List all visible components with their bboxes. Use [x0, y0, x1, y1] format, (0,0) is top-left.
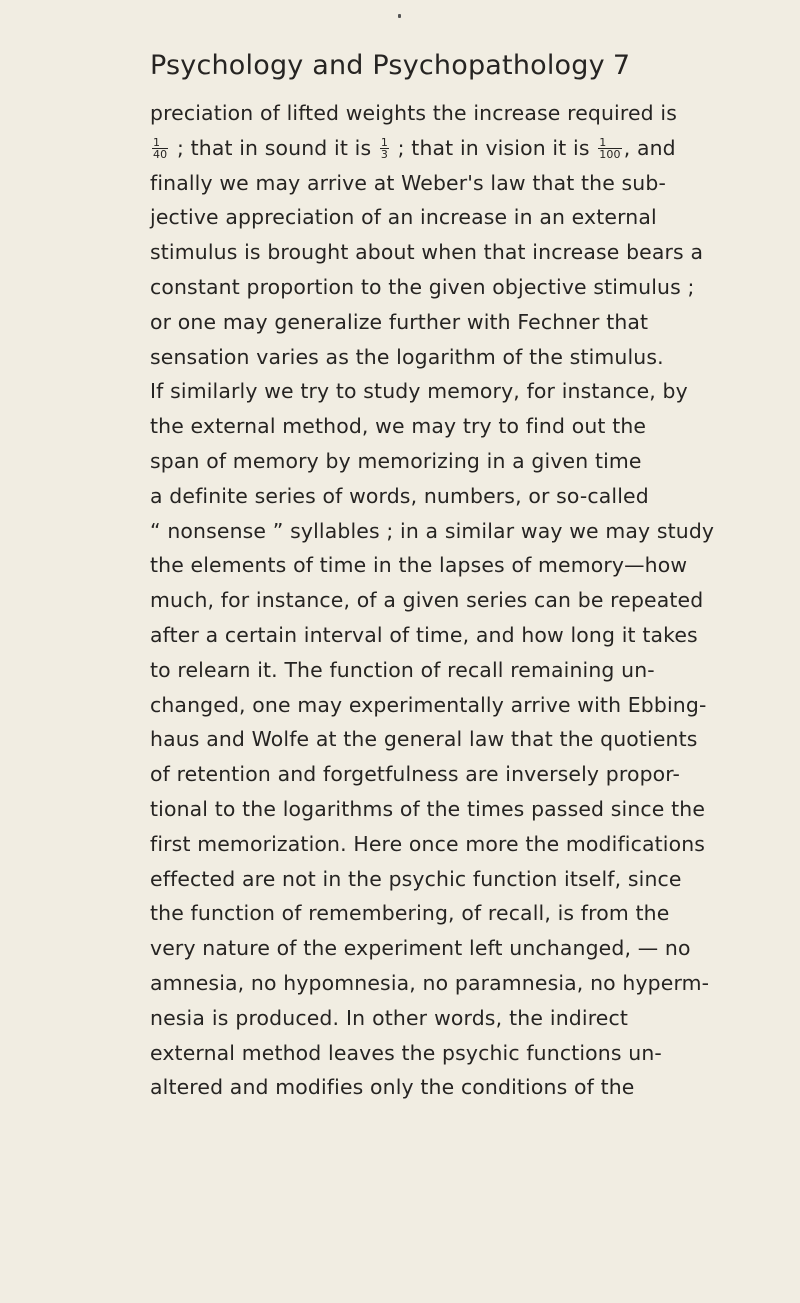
fraction-one-third: $\frac{1}{3}$ — [380, 136, 389, 162]
text-line: or one may generalize further with Fechner that — [150, 309, 649, 334]
text-line: changed, one may experimentally arrive with Ebbing- — [150, 692, 707, 717]
text-line: of retention and forgetfulness are inversely propor- — [150, 762, 681, 787]
text-line: haus and Wolfe at the general law that the quotients — [150, 727, 698, 752]
text-line-with-fractions: $\frac{1}{40}$ ; that in sound it is $\frac{1}{3}$ ; that in vision it is $\frac{1}{100}$ , and — [153, 135, 676, 162]
text-line: amnesia, no hypomnesia, no paramnesia, no hyperm- — [150, 970, 710, 995]
text-line: first memorization. Here once more the modifications — [150, 831, 706, 856]
text-line: much, for instance, of a given series can be repeated — [150, 588, 704, 613]
text-line: effected are not in the psychic function itself, since — [150, 866, 682, 891]
running-head — [150, 50, 630, 90]
print-speck — [398, 14, 401, 18]
text-line: very nature of the experiment left unchanged, — no — [150, 936, 691, 961]
text-line: span of memory by memorizing in a given time — [150, 448, 642, 473]
text-line: If similarly we try to study memory, for instance, by — [150, 379, 688, 404]
running-title: Psychology and Psychopathology — [150, 50, 605, 81]
text-line: sensation varies as the logarithm of the stimulus. — [150, 344, 664, 369]
text-line: the external method, we may try to find out the — [150, 414, 647, 439]
text-line: preciation of lifted weights the increase required is — [150, 101, 677, 125]
text-line: the function of remembering, of recall, is from the — [150, 901, 670, 926]
text-line: nesia is produced. In other words, the indirect — [150, 1005, 628, 1030]
text-line: stimulus is brought about when that increase bears a — [150, 240, 704, 265]
text-line: “ nonsense ” syllables ; in a similar way we may study — [150, 518, 715, 543]
text-line: constant proportion to the given objective stimulus ; — [150, 274, 695, 299]
fraction-one-fortieth: $\frac{1}{40}$ — [153, 136, 168, 162]
fraction-one-hundredth: $\frac{1}{100}$ — [599, 136, 621, 162]
page-number: 7 — [612, 50, 630, 81]
text-line: a definite series of words, numbers, or so-called — [150, 483, 649, 508]
text-line: jective appreciation of an increase in an external — [150, 205, 657, 230]
text-line: the elements of time in the lapses of memory—how — [150, 553, 688, 578]
text-line: after a certain interval of time, and how long it takes — [150, 622, 698, 647]
text-line: tional to the logarithms of the times passed since the — [150, 796, 706, 821]
text-line: external method leaves the psychic functions un- — [150, 1040, 662, 1065]
body-text — [150, 96, 715, 1105]
text-line-last: altered and modifies only the conditions of the — [150, 1075, 635, 1100]
text-line: finally we may arrive at Weber's law that the sub- — [150, 170, 666, 195]
text-line: to relearn it. The function of recall remaining un- — [150, 657, 655, 682]
